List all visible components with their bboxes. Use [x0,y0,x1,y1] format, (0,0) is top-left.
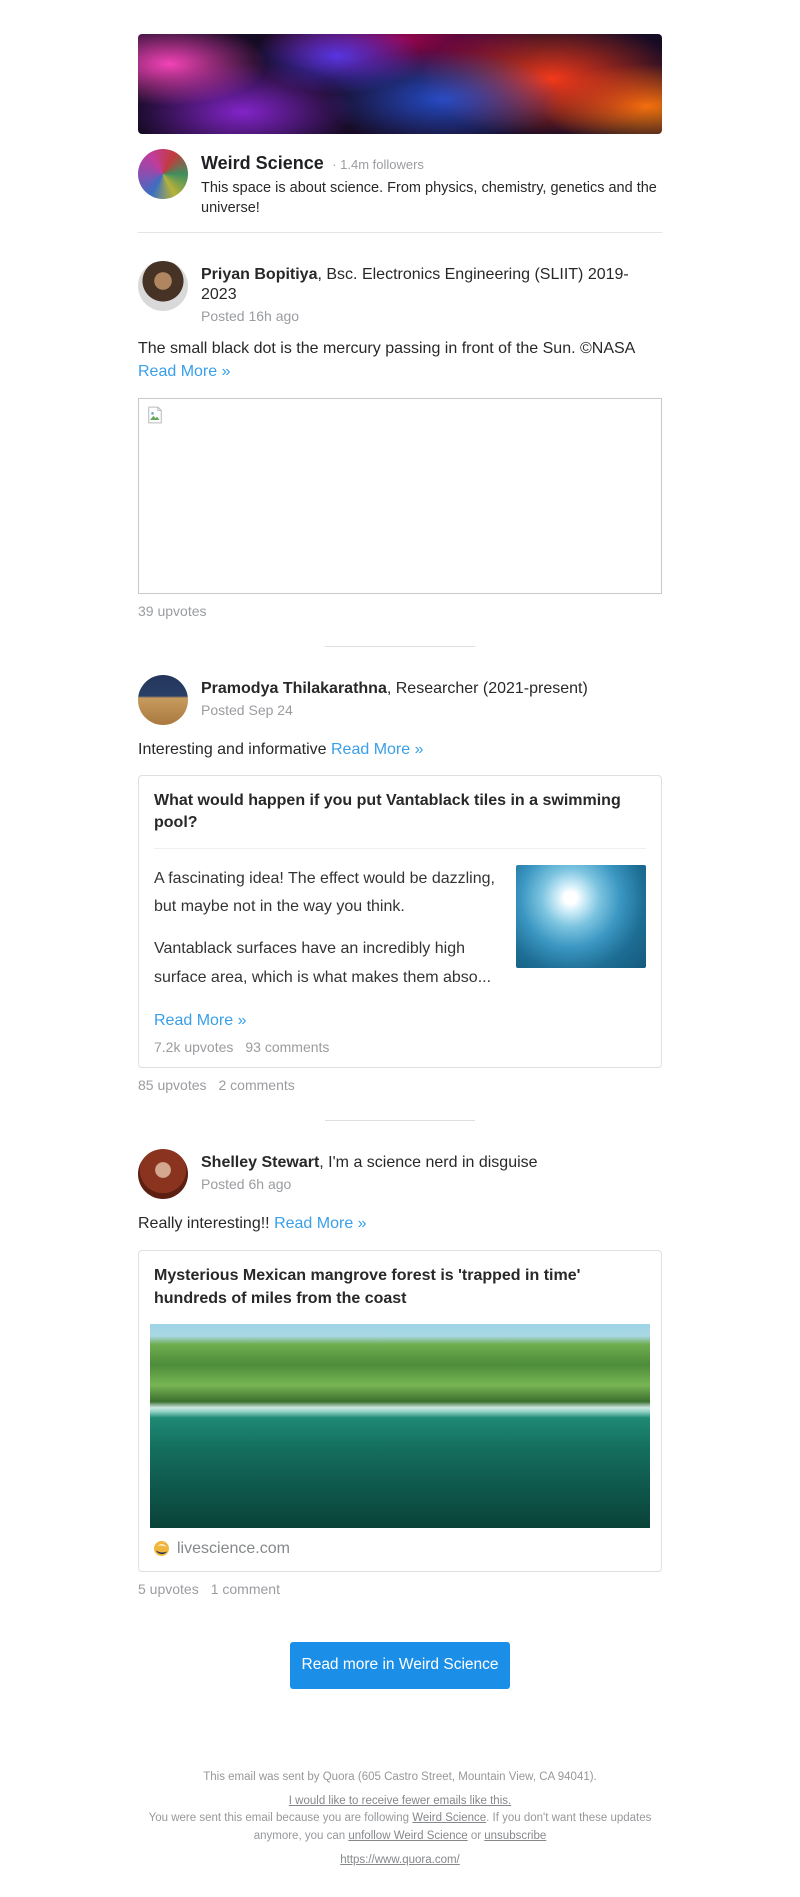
post-2-header [138,675,662,725]
post-divider [325,646,475,647]
post-3-article-source[interactable]: livescience.com [177,1539,290,1557]
post-2-answer-card [138,775,662,1069]
footer-space-link[interactable]: Weird Science [412,1812,487,1825]
post-1-timestamp: Posted 16h ago [201,308,300,325]
post-3 [138,1149,662,1597]
space-header [138,149,662,233]
post-1-comment [138,337,662,383]
post-2-answer-text [154,865,498,993]
post-2-card-read-more-link[interactable]: Read More » [154,1012,247,1030]
post-1-author-block [201,261,662,324]
footer-unsubscribe-link[interactable]: unsubscribe [484,1829,547,1842]
post-3-link-card [138,1250,662,1572]
footer-because-prefix: You were sent this email because you are following [148,1812,413,1825]
post-2-upvotes: 85 upvotes [138,1077,207,1094]
read-more-in-space-button[interactable]: Read more in Weird Science [290,1642,510,1689]
post-3-stats [138,1581,662,1597]
post-3-header [138,1149,662,1199]
space-info [201,149,662,218]
post-1-comment-text: The small black dot is the mercury passing in front of the Sun. ©NASA [138,340,635,358]
post-3-author-block [201,1149,538,1199]
post-1 [138,261,662,618]
space-name-link[interactable]: Weird Science [201,153,324,173]
post-3-comment-text: Really interesting!! [138,1215,275,1233]
post-2-card-comments: 93 comments [245,1039,330,1056]
post-1-author-avatar[interactable] [138,261,188,311]
post-3-author-credential: , I'm a science nerd in disguise [319,1154,538,1172]
post-1-author-name[interactable]: Priyan Bopitiya [201,266,318,284]
post-1-header [138,261,662,324]
space-followers-count: · 1.4m followers [332,157,424,172]
post-3-article-source-row [139,1528,661,1571]
post-2-comments: 2 comments [218,1077,295,1094]
post-1-read-more-link[interactable]: Read More » [138,363,231,381]
footer-fewer-emails-row [138,1793,662,1810]
post-3-author-avatar[interactable] [138,1149,188,1199]
post-2-card-inner [139,776,661,1068]
post-2-card-body [154,849,646,993]
post-1-broken-image[interactable] [138,398,662,594]
post-2-author-credential: , Researcher (2021-present) [386,679,588,697]
post-3-timestamp: Posted 6h ago [201,1176,292,1193]
post-1-stats [138,603,662,619]
post-3-upvotes: 5 upvotes [138,1580,199,1597]
post-2-author-name[interactable]: Pramodya Thilakarathna [201,679,387,697]
footer-unfollow-link[interactable]: unfollow Weird Science [348,1829,468,1842]
post-2-comment-text: Interesting and informative [138,740,331,758]
space-banner-image[interactable] [138,34,662,134]
post-2-read-more-link[interactable]: Read More » [331,740,424,758]
email-footer [138,1769,662,1897]
footer-sent-by: This email was sent by Quora (605 Castro Street, Mountain View, CA 94041). [203,1770,597,1783]
post-3-author-name[interactable]: Shelley Stewart [201,1154,320,1172]
footer-or-text: or [467,1829,485,1842]
post-2-answer-paragraph-2: Vantablack surfaces have an incredibly high surface area, which is what makes them abso... [154,940,492,986]
footer-because-paragraph [138,1810,662,1845]
post-2-question-title[interactable]: What would happen if you put Vantablack tiles in a swimming pool? [154,790,646,849]
post-3-author-line [201,1153,538,1173]
post-2-author-line [201,679,588,699]
post-2-card-readmore-row [154,1012,646,1030]
post-1-author-line [201,265,662,305]
post-2-answer-thumbnail[interactable] [516,865,646,968]
post-2-author-block [201,675,588,725]
post-2 [138,675,662,1094]
space-description: This space is about science. From physics, chemistry, genetics and the universe! [201,179,657,216]
post-2-stats [138,1077,662,1093]
post-2-author-avatar[interactable] [138,675,188,725]
post-3-read-more-link[interactable]: Read More » [274,1215,367,1233]
post-divider [325,1120,475,1121]
post-3-comment [138,1212,662,1235]
quora-url-link[interactable]: https://www.quora.com/ [340,1853,460,1866]
post-2-card-stats [154,1039,646,1055]
post-1-upvotes: 39 upvotes [138,602,207,619]
broken-image-icon [145,405,165,425]
email-body [138,0,662,1897]
post-2-comment [138,738,662,761]
post-2-answer-paragraph-1: A fascinating idea! The effect would be dazzling, but maybe not in the way you think. [154,869,495,915]
livescience-favicon-icon [154,1541,169,1556]
space-avatar[interactable] [138,149,188,199]
footer-because-middle: . If you don't want these updates anymore, you can [253,1812,652,1842]
post-3-comments: 1 comment [210,1580,280,1597]
post-3-article-title[interactable]: Mysterious Mexican mangrove forest is 'trapped in time' hundreds of miles from the coast [154,1266,581,1307]
post-2-card-upvotes: 7.2k upvotes [154,1039,234,1056]
post-3-article-image[interactable] [150,1324,650,1528]
fewer-emails-link[interactable]: I would like to receive fewer emails like this. [288,1795,512,1808]
post-1-author-credential: , Bsc. Electronics Engineering (SLIIT) 2019-2023 [201,266,629,304]
footer-url-row [138,1852,662,1869]
space-title-row [201,149,662,175]
post-2-timestamp: Posted Sep 24 [201,701,293,718]
